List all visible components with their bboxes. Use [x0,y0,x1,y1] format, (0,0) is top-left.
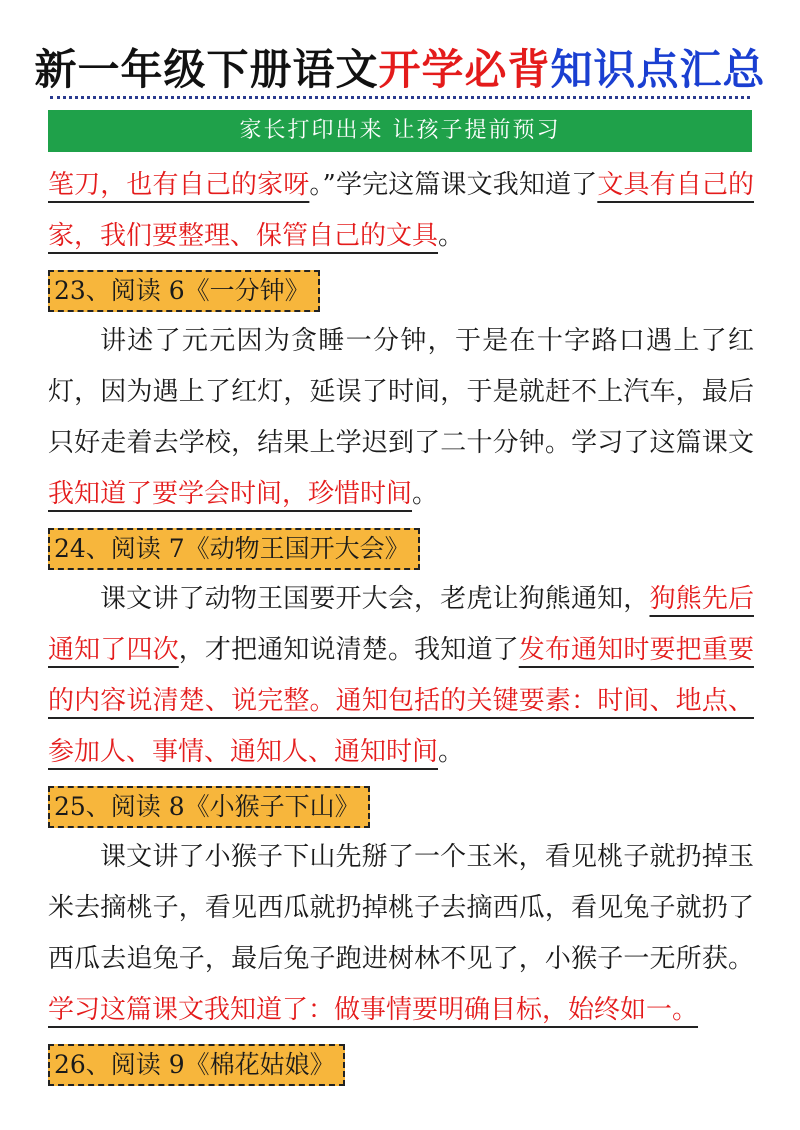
body-text: 。”学完这篇课文我知道了 [309,170,598,200]
section-heading-row [48,262,754,316]
highlight-text: 笔刀，也有自己的家呀 [48,170,310,200]
section-heading-row [48,778,754,832]
section-heading: 23、阅读 6《一分钟》 [48,270,320,312]
section-paragraph [48,316,754,520]
highlight-text: 发布通知时要把重要的内容说清楚、说完整。通知包括的关键要素：时间、地点、参加人、事情、通知人、通知时间 [48,635,754,767]
title-dotted-underline [50,96,750,99]
subtitle-banner: 家长打印出来 让孩子提前预习 [48,110,752,152]
body-text: ，才把通知说清楚。我知道了 [178,635,519,665]
document-body [48,160,754,1090]
section-heading-row [48,1036,754,1090]
section-paragraph [48,832,754,1036]
section-heading: 26、阅读 9《棉花姑娘》 [48,1044,345,1086]
section-heading: 25、阅读 8《小猴子下山》 [48,786,370,828]
body-text: 。 [438,221,465,251]
body-text: 讲述了元元因为贪睡一分钟，于是在十字路口遇上了红灯，因为遇上了红灯，延误了时间，于是就赶不上汽车，最后只好走着去学校，结果上学迟到了二十分钟。学习了这篇课文 [48,326,754,458]
section-heading-row [48,520,754,574]
title-part-red: 开学必背 [378,45,551,94]
title-part-black: 新一年级下册语文 [34,45,379,94]
continued-paragraph [48,160,754,262]
section-paragraph [48,574,754,778]
section-heading: 24、阅读 7《动物王国开大会》 [48,528,420,570]
body-text: 。 [412,479,439,509]
body-text: 课文讲了动物王国要开大会，老虎让狗熊通知， [100,584,650,614]
highlight-text: 我知道了要学会时间，珍惜时间 [48,479,413,509]
title-part-blue: 知识点汇总 [550,45,766,94]
body-text: 课文讲了小猴子下山先掰了一个玉米，看见桃子就扔掉玉米去摘桃子，看见西瓜就扔掉桃子去摘西瓜，看见兔子就扔了西瓜去追兔子，最后兔子跑进树林不见了，小猴子一无所获。 [48,842,754,974]
body-text: 。 [438,737,465,767]
highlight-text: 文具有自己的家，我们要整理、保管自己的文具 [48,170,754,251]
highlight-text: 狗熊先后通知了四次 [48,584,754,665]
page-title [0,42,800,98]
highlight-text: 学习这篇课文我知道了：做事情要明确目标，始终如一。 [48,995,699,1025]
